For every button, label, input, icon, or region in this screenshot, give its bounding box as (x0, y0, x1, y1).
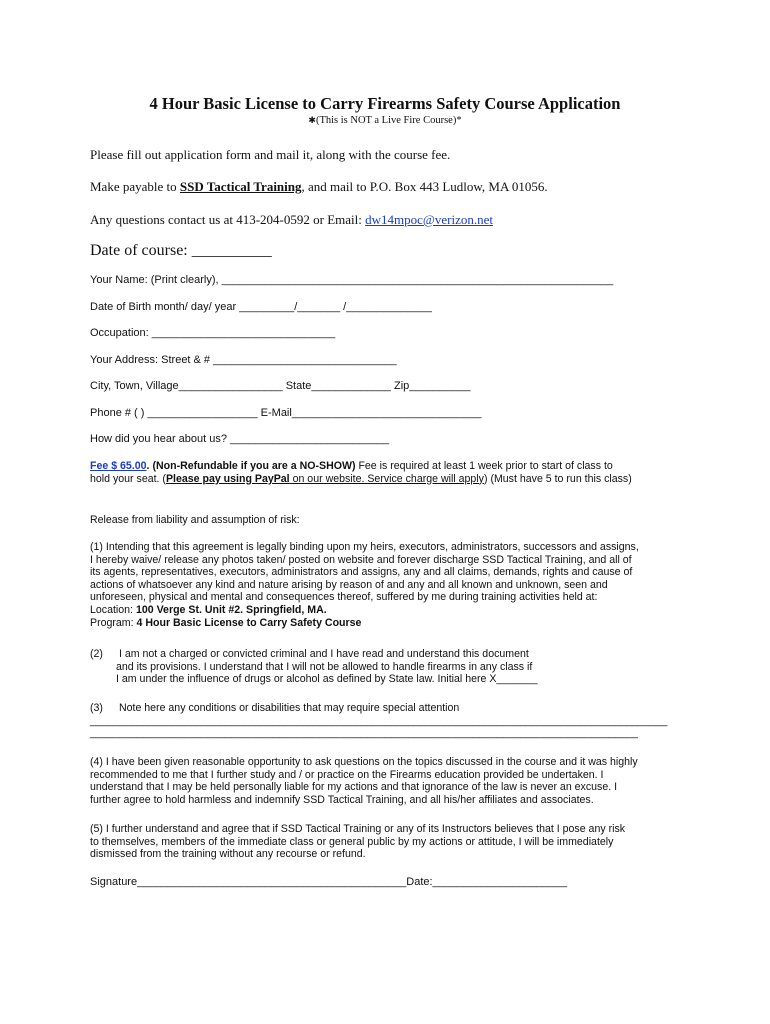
intro-line-3 (90, 212, 493, 228)
release-paragraph-2: (2) I am not a charged or convicted criminal and I have read and understand this document and its provisions. I understand that I will not be allowed to handle firearms in any class if I am under the influence of drugs or alcohol as defined by State law. Initial here X_______ (90, 648, 680, 686)
paypal-link[interactable]: Please pay using PayPal (165, 472, 290, 485)
fee-line-1: Fee $ 65.00. (Non-Refundable if you are a NO-SHOW) Fee is required at least 1 week prior to start of class to (90, 460, 613, 472)
conditions-line-1[interactable]: __________________________________________________________________________________________________ (90, 714, 668, 727)
phone-email-field[interactable]: Phone # ( ) __________________ E-Mail_______________________________ (90, 407, 482, 419)
signature-date-field[interactable]: Signature____________________________________________Date:______________________ (90, 876, 568, 888)
occupation-field[interactable]: Occupation: ______________________________ (90, 327, 336, 339)
intro-line-2 (90, 179, 548, 195)
release-paragraph-4: (4) I have been given reasonable opportunity to ask questions on the topics discussed in the course and it was highly recommended to me that I further study and / or practice on the Firearms education provided be undertaken. I understand that I may be held personally liable for my actions and that ignorance of the law is never an excuse. I further agree to hold harmless and indemnify SSD Tactical Training, and all his/her affiliates and associates. (90, 756, 638, 806)
subtitle-text: (This is NOT a Live Fire Course)* (315, 115, 462, 126)
referral-field[interactable]: How did you hear about us? __________________________ (90, 433, 390, 445)
release-paragraph-1: (1) Intending that this agreement is legally binding upon my heirs, executors, administrators, successors and assigns, I hereby waive/ release any photos taken/ posted on website and forever discharge SSD Tactical Training, and all of its agents, representatives, executors, administrators and assigns, any and all claims, demands, rights and cause of actions of whatsoever any kind and nature arising by reason of and any and all known and unknown, seen and unforeseen, physical and mental and consequences thereof, suffered by me during training activities held at: Location: 100 Verge St. Unit #2. Springfield, MA. Program: 4 Hour Basic License to Carry Safety Course (90, 541, 680, 629)
mailing-address: , and mail to P.O. Box 443 Ludlow, MA 01056. (301, 179, 548, 194)
payable-prefix: Make payable to (90, 179, 180, 194)
date-of-course[interactable]: Date of course: __________ (90, 242, 272, 259)
fee-paragraph (90, 460, 680, 485)
asterisk-icon: ✱ (308, 116, 316, 126)
fee-line-2: hold your seat. (Please pay using PayPal on our website. Service charge will apply) (Must have 5 to run this class) (90, 472, 632, 485)
email-link[interactable]: dw14mpoc@verizon.net (365, 212, 493, 227)
page-title: 4 Hour Basic License to Carry Firearms Safety Course Application (149, 94, 621, 113)
name-field[interactable]: Your Name: (Print clearly), ________________________________________________________________ (90, 274, 614, 286)
program: Program: 4 Hour Basic License to Carry Safety Course (90, 616, 362, 629)
dob-field[interactable]: Date of Birth month/ day/ year _________/_______ /______________ (90, 301, 432, 313)
intro-line-1: Please fill out application form and mail it, along with the course fee. (90, 147, 451, 162)
release-paragraph-5: (5) I further understand and agree that if SSD Tactical Training or any of its Instructors believes that I pose any risk to themselves, members of the immediate class or general public by my actions or attitude, I will be immediately dismissed from the training without any recourse or refund. (90, 823, 626, 861)
city-state-zip-field[interactable]: City, Town, Village_________________ State_____________ Zip__________ (90, 380, 471, 392)
conditions-line-2[interactable]: _____________________________________________________________________________________________ (90, 727, 638, 740)
subtitle (0, 115, 770, 126)
payee-name: SSD Tactical Training (179, 179, 302, 194)
contact-prefix: Any questions contact us at 413-204-0592 or Email: (90, 212, 366, 227)
location: Location: 100 Verge St. Unit #2. Springfield, MA. (90, 603, 327, 616)
release-paragraph-3: (3) Note here any conditions or disabilities that may require special attention __________________________________________________________________________________________________ _____________________________________________________________________________________________ (90, 702, 680, 740)
initial-here-field[interactable]: I am under the influence of drugs or alcohol as defined by State law. Initial here X_______ (116, 673, 538, 686)
address-field[interactable]: Your Address: Street & # ______________________________ (90, 354, 397, 366)
fee-amount[interactable]: Fee $ 65.00 (90, 460, 147, 472)
non-refundable-note: (Non-Refundable if you are a NO-SHOW) (149, 460, 356, 472)
release-heading: Release from liability and assumption of risk: (90, 514, 300, 526)
